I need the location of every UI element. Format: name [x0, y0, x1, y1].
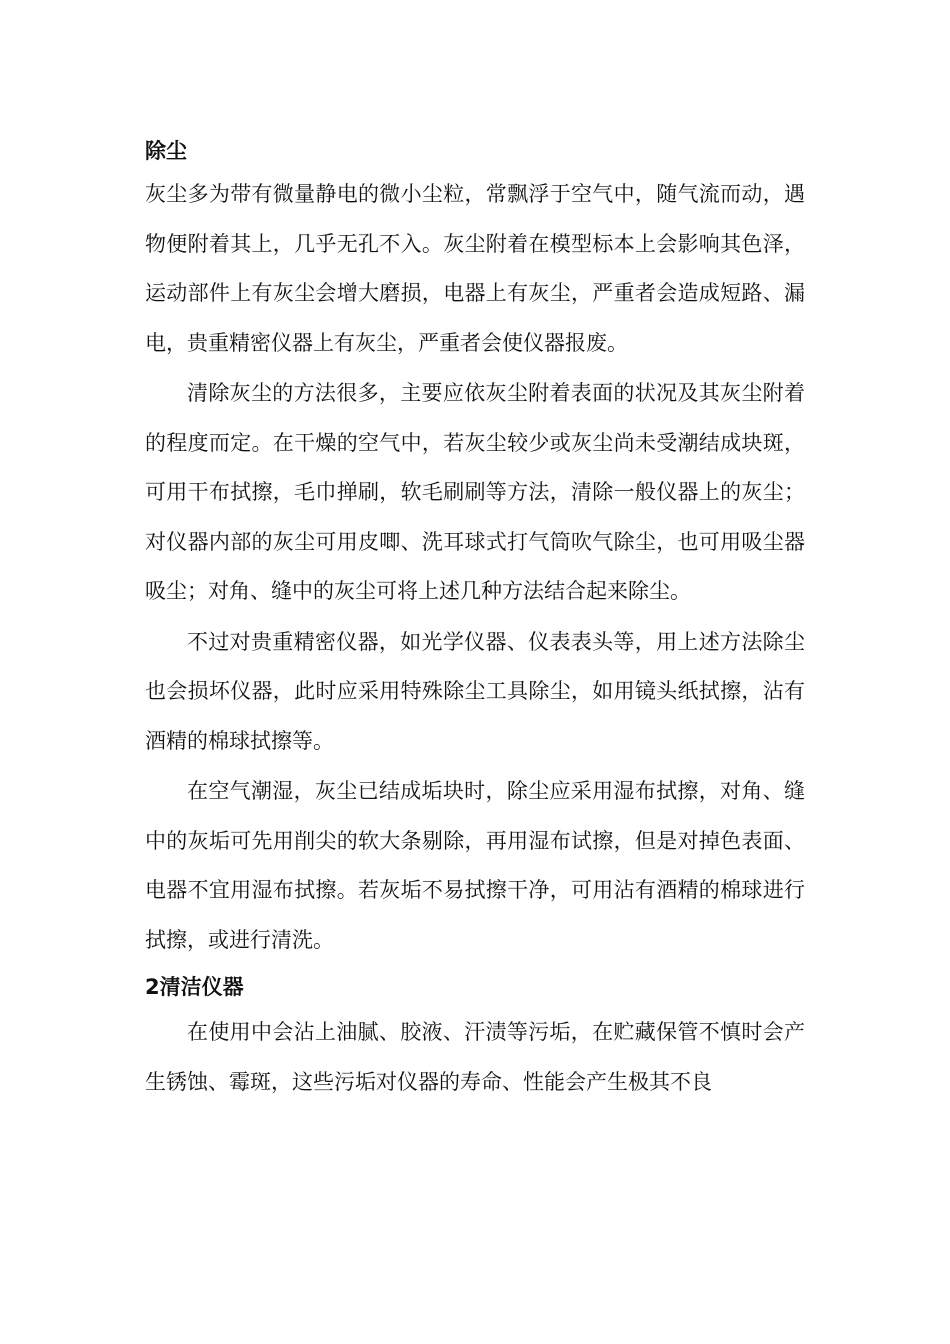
- paragraph-precision-instruments: 不过对贵重精密仪器，如光学仪器、仪表表头等，用上述方法除尘也会损坏仪器，此时应采用特殊除尘工具除尘，如用镜头纸拭擦，沾有酒精的棉球拭擦等。: [145, 629, 805, 753]
- section-heading-dust-removal: 除尘: [145, 139, 187, 163]
- paragraph-dust-methods: 清除灰尘的方法很多，主要应依灰尘附着表面的状况及其灰尘附着的程度而定。在干燥的空气中，若灰尘较少或灰尘尚未受潮结成块斑，可用干布拭擦，毛巾掸刷，软毛刷刷等方法，清除一般仪器上的灰尘；对仪器内部的灰尘可用皮唧、洗耳球式打气筒吹气除尘，也可用吸尘器吸尘；对角、缝中的灰尘可将上述几种方法结合起来除尘。: [145, 381, 805, 603]
- paragraph-stains: 在使用中会沾上油腻、胶液、汗渍等污垢，在贮藏保管不慎时会产生锈蚀、霉斑，这些污垢对仪器的寿命、性能会产生极其不良: [145, 1020, 805, 1094]
- document-body: [145, 132, 805, 1108]
- paragraph-dust-description: 灰尘多为带有微量静电的微小尘粒，常飘浮于空气中，随气流而动，遇物便附着其上，几乎无孔不入。灰尘附着在模型标本上会影响其色泽，运动部件上有灰尘会增大磨损，电器上有灰尘，严重者会造成短路、漏电，贵重精密仪器上有灰尘，严重者会使仪器报废。: [145, 182, 805, 355]
- section-heading-clean-instruments: 2清洁仪器: [145, 975, 244, 999]
- paragraph-humid-conditions: 在空气潮湿，灰尘已结成垢块时，除尘应采用湿布拭擦，对角、缝中的灰垢可先用削尖的软大条剔除，再用湿布试擦，但是对掉色表面、电器不宜用湿布拭擦。若灰垢不易拭擦干净，可用沾有酒精的棉球进行拭擦，或进行清洗。: [145, 779, 805, 952]
